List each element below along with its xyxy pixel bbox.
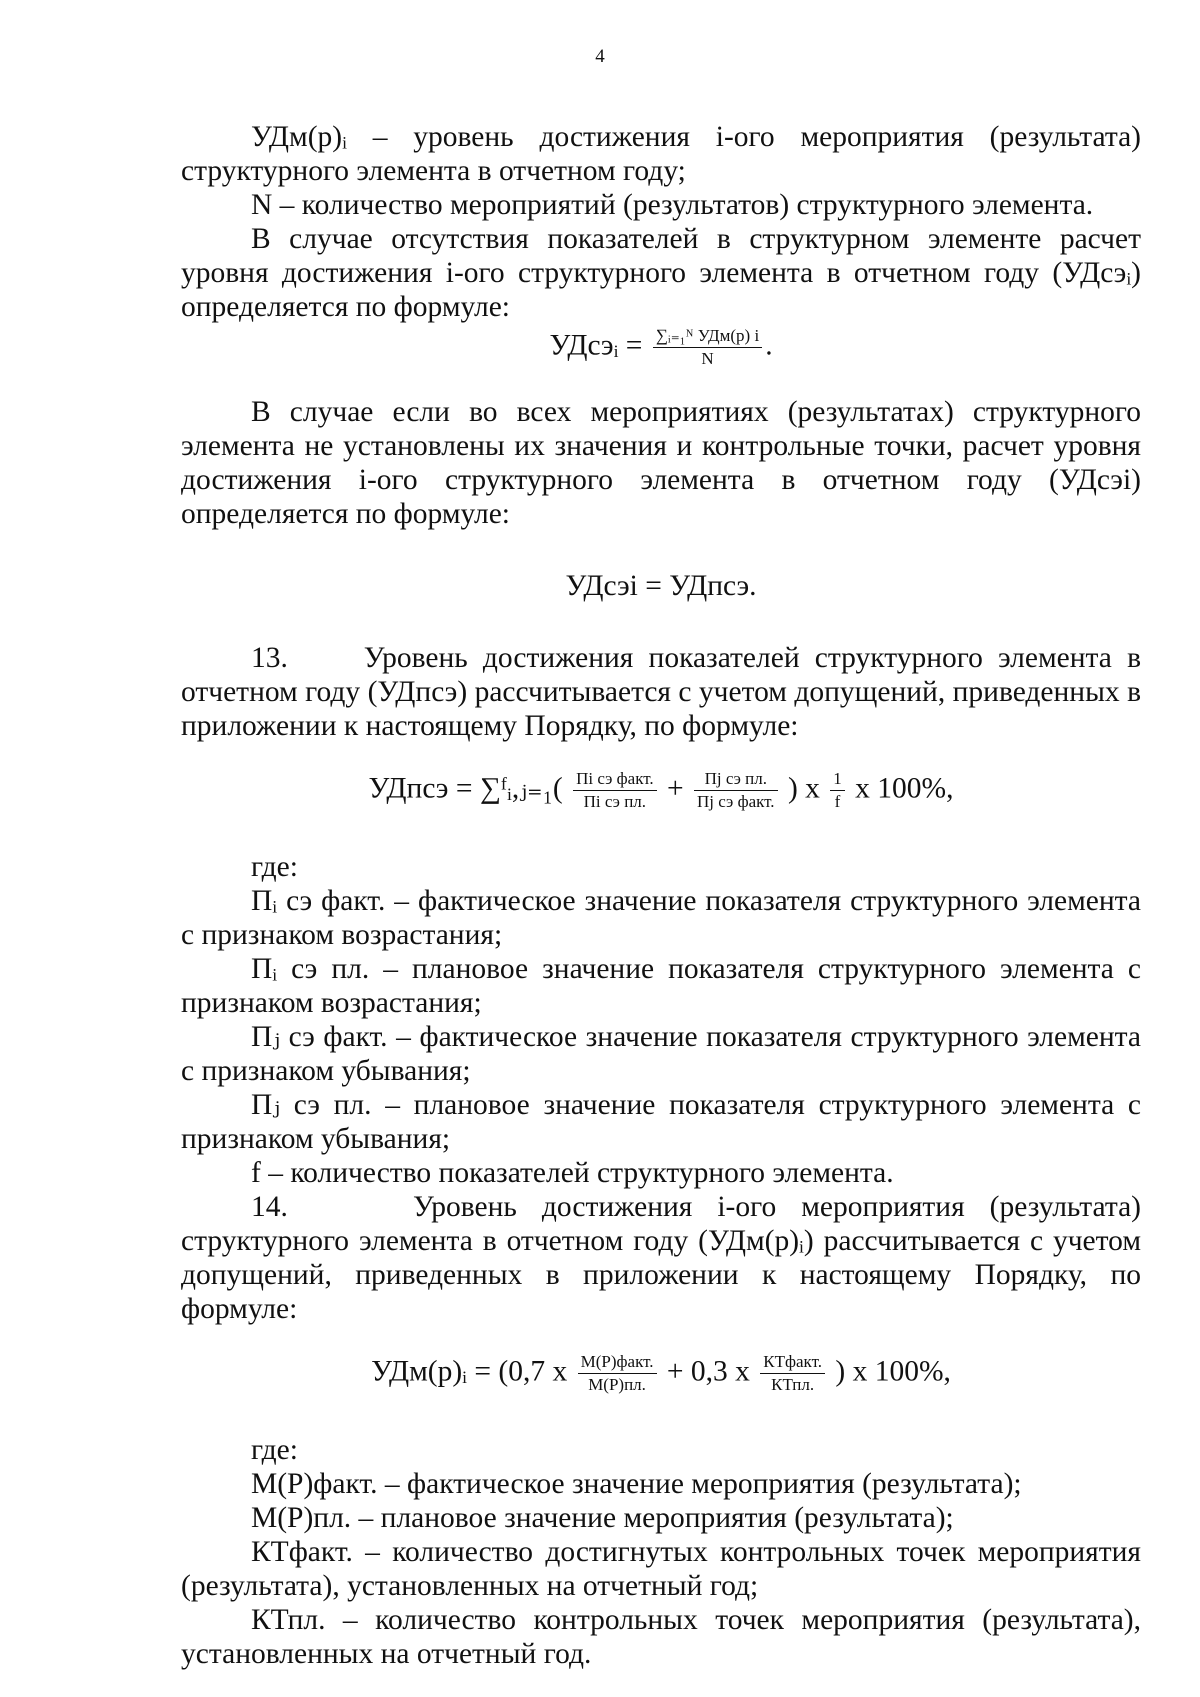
fraction	[573, 769, 657, 812]
denominator: КТпл.	[771, 1375, 815, 1394]
item-14-text: Уровень достижения i-ого мероприятия (результата) структурного элемента в отчетном году (УДм(р)ᵢ) рассчитывается с учетом допущений, приведенных в приложении к настоящему Порядку, по формуле:	[181, 1191, 1141, 1325]
fraction	[760, 1352, 825, 1395]
udm-definition: УДм(р)ᵢ – уровень достижения i-ого мероприятия (результата) структурного элемента в отчетном году;	[181, 121, 1141, 187]
denominator: f	[834, 792, 841, 811]
pi-fact-definition: Пᵢ сэ факт. – фактическое значение показателя структурного элемента с признаком возрастания;	[181, 885, 1141, 951]
formula-lhs: УДм(р)ᵢ = (0,7 х	[371, 1355, 568, 1388]
n-definition: N – количество мероприятий (результатов) структурного элемента.	[251, 189, 1094, 221]
pj-fact-definition: Пⱼ сэ факт. – фактическое значение показателя структурного элемента с признаком убывания;	[181, 1021, 1141, 1087]
document-body	[181, 120, 1141, 1671]
fraction	[694, 769, 778, 812]
item-14-paragraph	[181, 1190, 1141, 1326]
formula-udse-average	[181, 326, 1141, 369]
denominator: N	[701, 349, 714, 368]
mr-plan-definition: М(Р)пл. – плановое значение мероприятия (результата);	[251, 1502, 954, 1534]
numerator: КТфакт.	[760, 1352, 825, 1374]
fraction	[653, 326, 762, 369]
pi-plan-definition: Пᵢ сэ пл. – плановое значение показателя структурного элемента с признаком возрастания;	[181, 953, 1141, 1019]
no-indicators-paragraph: В случае отсутствия показателей в структурном элементе расчет уровня достижения i-ого структурного элемента в отчетном году (УДсэᵢ) определяется по формуле:	[181, 223, 1141, 323]
fraction	[578, 1352, 657, 1395]
formula-lhs: УДпсэ = ∑ᶠᵢ,ⱼ₌₁(	[368, 772, 563, 805]
formula-tail: ) х 100%,	[835, 1355, 951, 1388]
formula-lhs: УДсэᵢ =	[549, 329, 643, 362]
f-definition: f – количество показателей структурного элемента.	[251, 1157, 894, 1189]
plus-sign: +	[667, 772, 684, 805]
numerator: Пi сэ факт.	[573, 769, 657, 791]
formula-udse-equals: УДсэi = УДпсэ.	[565, 570, 757, 602]
pj-plan-definition: Пⱼ сэ пл. – плановое значение показателя структурного элемента с признаком убывания;	[181, 1089, 1141, 1155]
page-number: 4	[595, 46, 605, 67]
no-values-paragraph: В случае если во всех мероприятиях (результатах) структурного элемента не установлены их значения и контрольные точки, расчет уровня достижения i-ого структурного элемента в отчетном году (УДсэi) определяется по формуле:	[181, 396, 1141, 530]
formula-mid: + 0,3 х	[666, 1355, 750, 1388]
numerator: 1	[830, 769, 845, 791]
formula-udmr	[181, 1352, 1141, 1395]
where-label: где:	[251, 851, 298, 883]
formula-tail: .	[765, 329, 773, 362]
denominator: Пj сэ факт.	[697, 792, 775, 811]
item-14-number: 14.	[251, 1191, 288, 1223]
fraction	[830, 769, 845, 812]
item-13-paragraph	[181, 641, 1141, 743]
numerator: Пj сэ пл.	[694, 769, 778, 791]
numerator: М(Р)факт.	[578, 1352, 657, 1374]
formula-udpse	[181, 769, 1141, 812]
numerator: ∑ᵢ₌₁ᴺ УДм(р) i	[653, 326, 762, 348]
kt-fact-definition: КТфакт. – количество достигнутых контрольных точек мероприятия (результата), установленных на отчетный год;	[181, 1536, 1141, 1602]
item-13-text: Уровень достижения показателей структурного элемента в отчетном году (УДпсэ) рассчитывается с учетом допущений, приведенных в приложении к настоящему Порядку, по формуле:	[181, 642, 1141, 742]
mr-fact-definition: М(Р)факт. – фактическое значение мероприятия (результата);	[251, 1468, 1022, 1500]
where-label: где:	[251, 1434, 298, 1466]
kt-plan-definition: КТпл. – количество контрольных точек мероприятия (результата), установленных на отчетный год.	[181, 1604, 1141, 1670]
formula-mid: ) х	[787, 772, 820, 805]
item-13-number: 13.	[251, 642, 288, 674]
denominator: Пi сэ пл.	[583, 792, 647, 811]
formula-tail: х 100%,	[855, 772, 954, 805]
denominator: М(Р)пл.	[588, 1375, 646, 1394]
